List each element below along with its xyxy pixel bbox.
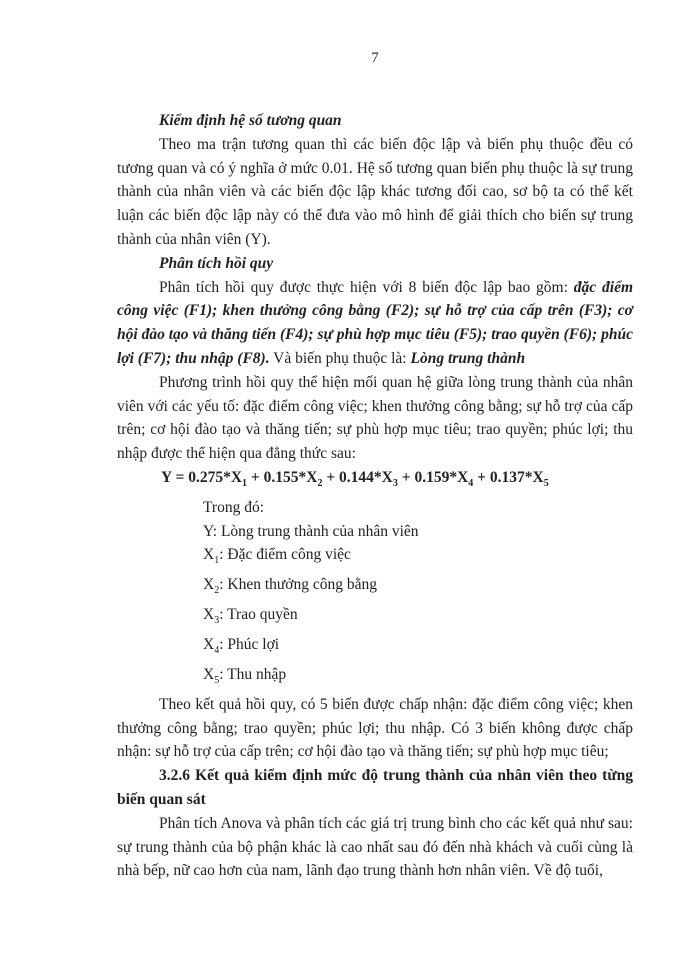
y-definition: Y: Lòng trung thành của nhân viên xyxy=(203,522,419,540)
equation-term: $0.155*X_2$ + xyxy=(263,468,340,490)
x5-definition: $X_5$: Thu nhập xyxy=(203,666,287,687)
section-heading: 3.2.6 Kết quả kiểm định mức độ trung thành của nhân viên theo từng biến quan sát xyxy=(117,767,633,809)
equation-term: $0.159*X_4$ + xyxy=(414,468,490,490)
equation-term: $0.137*X_5$ xyxy=(489,468,549,490)
equation-term: $0.144*X_3$ + xyxy=(339,468,415,490)
page-number: 7 xyxy=(371,50,379,66)
result-paragraph: Theo kết quả hồi quy, có 5 biến được chấp nhận: đặc điểm công việc; khen thưởng công bằng; trao quyền; phúc lợi; thu nhập. Có 3 biến không được chấp nhận: sự hỗ trợ của cấp trên; cơ hội đào tạo và thăng tiến; sự phù hợp mục tiêu; xyxy=(117,695,633,761)
x1-definition: $X_1$: Đặc điểm công việc xyxy=(203,546,351,567)
correlation-paragraph: Theo ma trận tương quan thì các biến độc lập và biến phụ thuộc đều có tương quan và có ý nghĩa ở mức 0.01. Hệ số tương quan biến phụ thuộc là sự trung thành của nhân viên và các biến độc lập khác tương đối cao, sơ bộ ta có thể kết luận các biến độc lập này có thể đưa vào mô hình để giải thích cho biến sự trung thành của nhân viên (Y). xyxy=(117,135,633,248)
where-label: Trong đó: xyxy=(203,498,265,516)
equation-intro-paragraph: Phương trình hồi quy thể hiện mối quan hệ giữa lòng trung thành của nhân viên với các yếu tố: đặc điểm công việc; khen thưởng công bằng; sự hỗ trợ của cấp trên; cơ hội đào tạo và thăng tiến; sự phù hợp mục tiêu; trao quyền; phúc lợi; thu nhập được thể hiện qua đẳng thức sau: xyxy=(117,373,633,463)
regression-paragraph xyxy=(117,276,633,371)
x4-definition: $X_4$: Phúc lợi xyxy=(203,636,280,657)
anova-paragraph: Phân tích Anova và phân tích các giá trị trung bình cho các kết quả như sau: sự trung thành của bộ phận khác là cao nhất sau đó đến nhà khách và cuối cùng là nhà bếp, nữ cao hơn của nam, lãnh đạo trung thành hơn nhân viên. Về độ tuổi, xyxy=(117,814,633,880)
x2-definition: $X_2$: Khen thưởng công bằng xyxy=(203,576,377,597)
dependent-prefix: Và biến phụ thuộc là: xyxy=(269,349,411,367)
equation-term: $0.275*X_1$ + xyxy=(188,468,264,490)
regression-equation xyxy=(117,466,633,496)
x3-definition: $X_3$: Trao quyền xyxy=(203,606,298,627)
equation-lhs: Y = xyxy=(161,468,189,486)
correlation-heading: Kiểm định hệ số tương quan xyxy=(159,112,342,129)
regression-intro: Phân tích hồi quy được thực hiện với 8 biến độc lập bao gồm: xyxy=(159,278,574,296)
page-content xyxy=(117,109,633,883)
regression-variables: đặc điểm công việc (F1); khen thưởng công bằng (F2); sự hỗ trợ của cấp trên (F3); cơ hội đào tạo và thăng tiến (F4); sự phù hợp mục tiêu (F5); trao quyền (F6); phúc lợi (F7); thu nhập (F8). xyxy=(117,278,634,367)
regression-heading: Phân tích hồi quy xyxy=(159,254,274,272)
dependent-variable: Lòng trung thành xyxy=(410,349,526,367)
